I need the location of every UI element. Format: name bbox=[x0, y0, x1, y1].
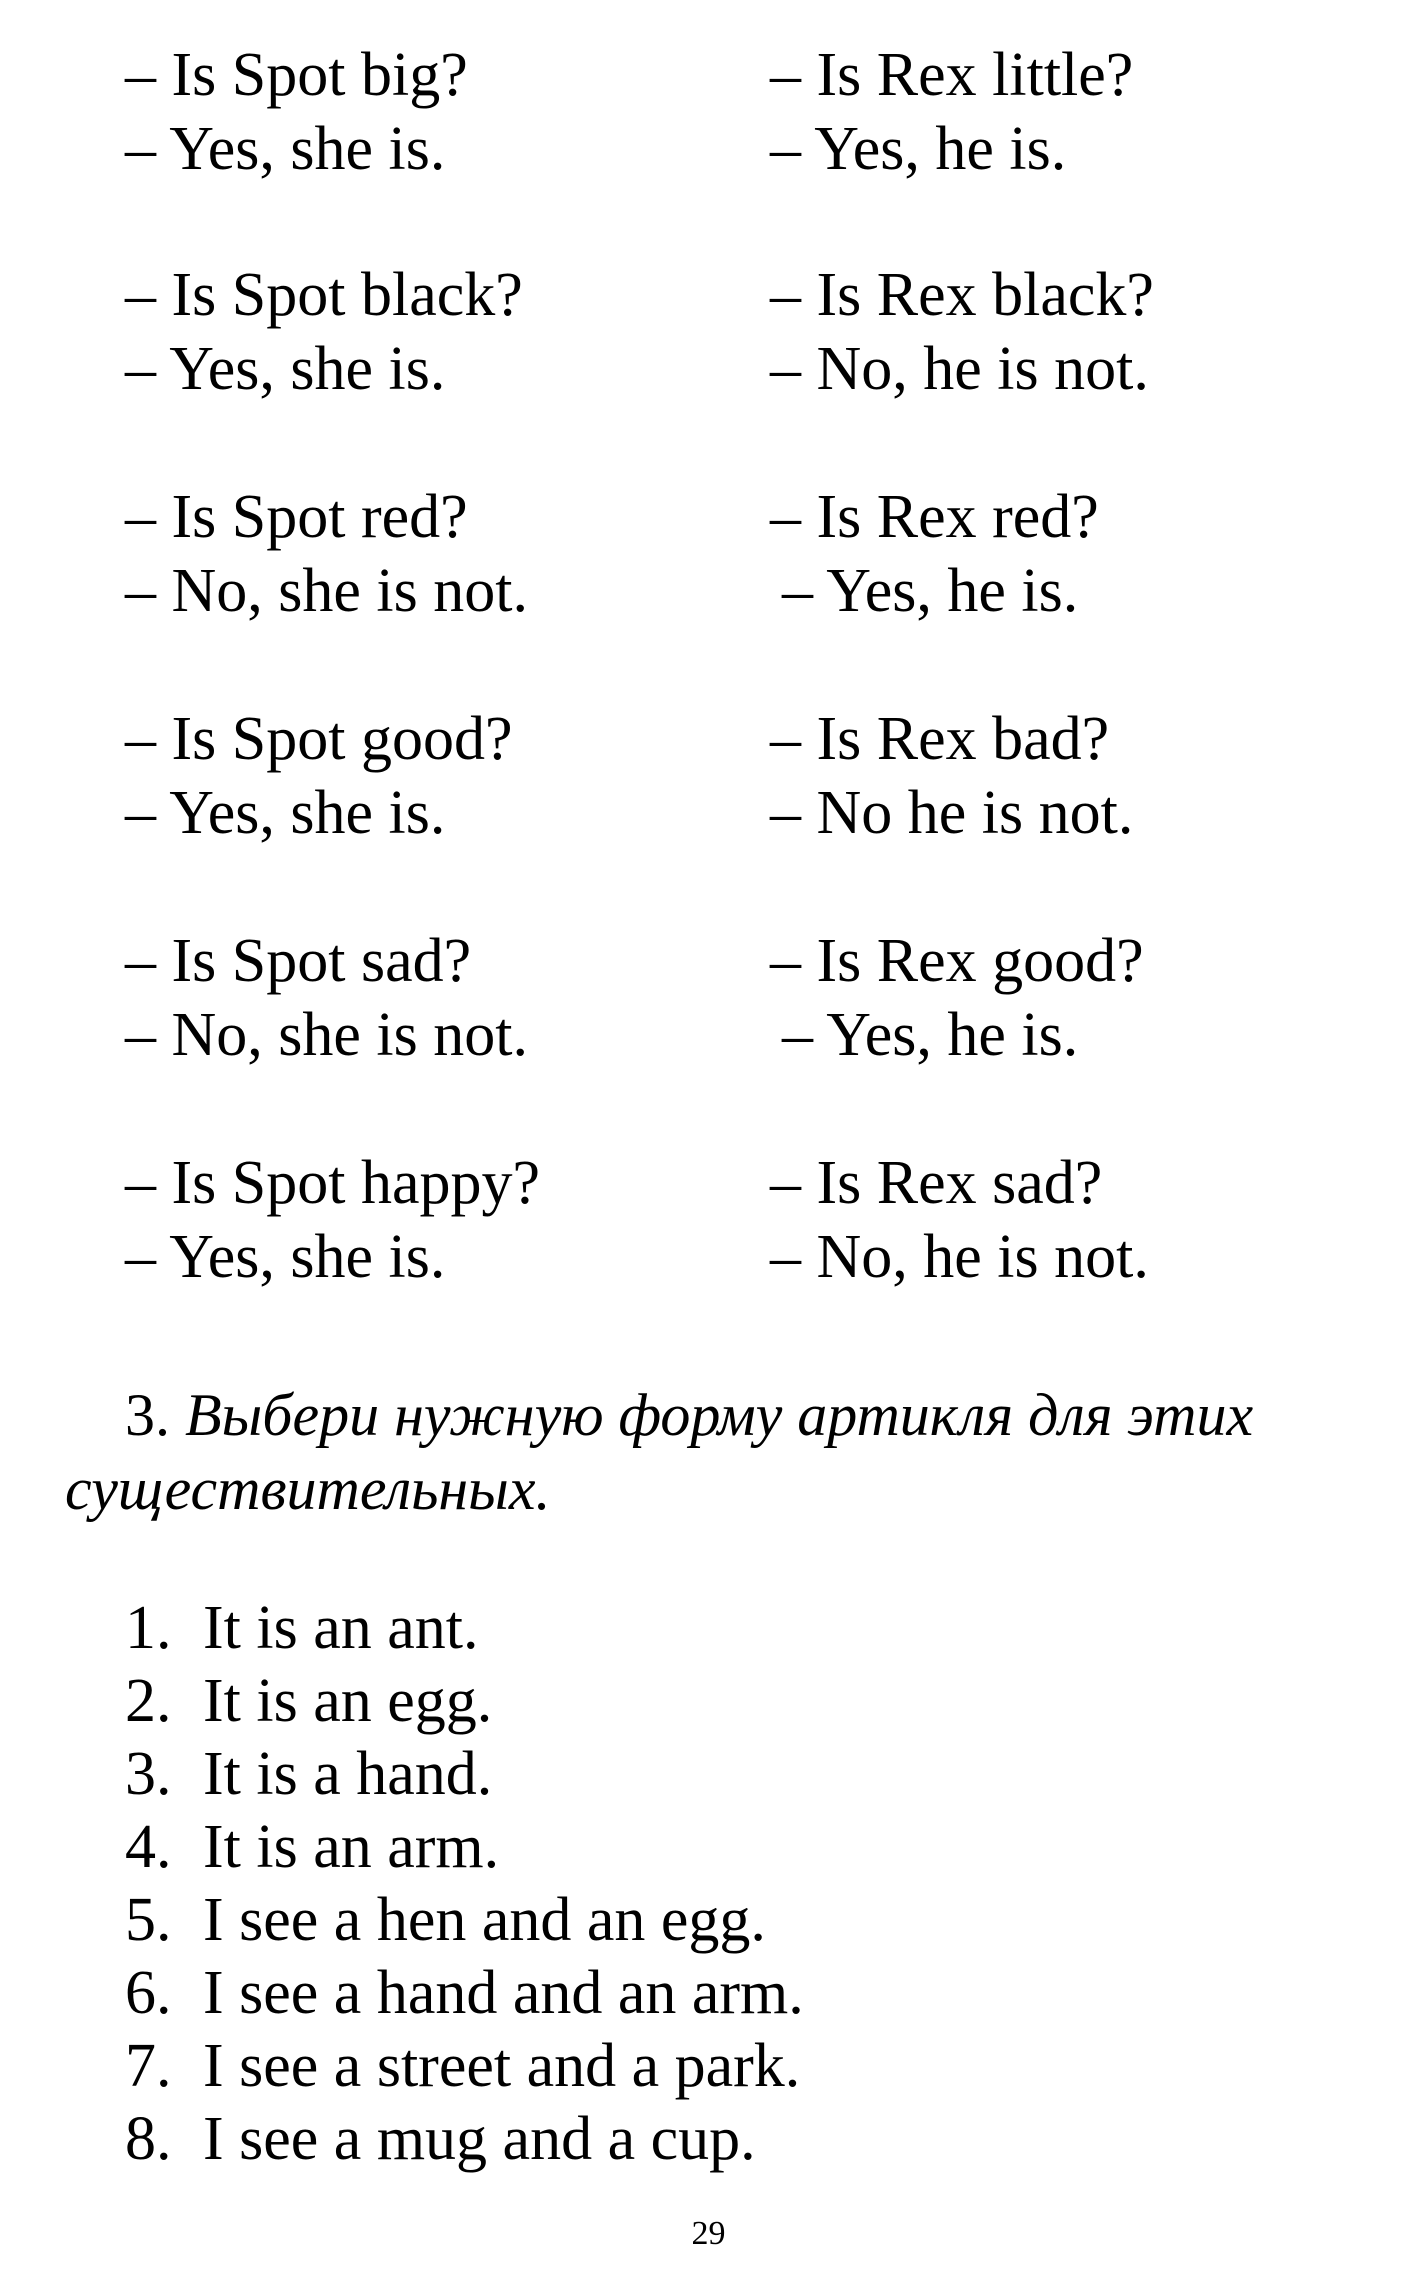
item-text: I see a street and a park. bbox=[203, 2032, 801, 2100]
item-number: 4. bbox=[125, 1813, 172, 1881]
dialog-answer-left: – No, she is not. bbox=[125, 557, 528, 625]
dialog-pair-6 bbox=[125, 1146, 1375, 1294]
dialog-answer-right: – Yes, he is. bbox=[782, 557, 1079, 625]
dialog-question-right: – Is Rex bad? bbox=[770, 705, 1110, 773]
dialog-answer-left: – Yes, she is. bbox=[125, 335, 446, 403]
dialog-question-left: – Is Spot happy? bbox=[125, 1149, 541, 1217]
list-item bbox=[125, 1884, 1325, 1957]
dialog-pair-4 bbox=[125, 702, 1375, 850]
dialog-question-left: – Is Spot red? bbox=[125, 483, 468, 551]
list-item bbox=[125, 1738, 1325, 1811]
item-text: It is a hand. bbox=[203, 1740, 493, 1808]
task-heading bbox=[65, 1378, 1385, 1526]
item-text: It is an arm. bbox=[203, 1813, 500, 1881]
item-text: I see a hand and an arm. bbox=[203, 1959, 804, 2027]
list-item bbox=[125, 1665, 1325, 1738]
list-item bbox=[125, 1811, 1325, 1884]
dialog-question-right: – Is Rex black? bbox=[770, 261, 1154, 329]
list-item bbox=[125, 1957, 1325, 2030]
dialog-pair-5 bbox=[125, 924, 1375, 1072]
list-item bbox=[125, 1592, 1325, 1665]
task-number: 3. bbox=[125, 1382, 170, 1448]
dialog-question-right: – Is Rex sad? bbox=[770, 1149, 1103, 1217]
dialog-answer-right: – No, he is not. bbox=[770, 335, 1149, 403]
dialog-question-left: – Is Spot black? bbox=[125, 261, 523, 329]
item-number: 6. bbox=[125, 1959, 172, 2027]
dialog-answer-right: – No, he is not. bbox=[770, 1223, 1149, 1291]
item-text: I see a hen and an egg. bbox=[203, 1886, 766, 1954]
dialog-question-left: – Is Spot big? bbox=[125, 41, 468, 109]
item-number: 3. bbox=[125, 1740, 172, 1808]
item-number: 7. bbox=[125, 2032, 172, 2100]
dialog-answer-left: – Yes, she is. bbox=[125, 779, 446, 847]
task-instruction-line2: существительных. bbox=[65, 1456, 551, 1522]
dialog-question-right: – Is Rex red? bbox=[770, 483, 1099, 551]
dialog-question-left: – Is Spot sad? bbox=[125, 927, 472, 995]
page-number: 29 bbox=[691, 2215, 726, 2252]
dialog-pair-2 bbox=[125, 258, 1375, 406]
dialog-pair-1 bbox=[125, 38, 1375, 186]
dialog-answer-right: – Yes, he is. bbox=[782, 1001, 1079, 1069]
dialog-answer-left: – Yes, she is. bbox=[125, 115, 446, 183]
list-item bbox=[125, 2103, 1325, 2176]
dialog-answer-right: – No he is not. bbox=[770, 779, 1134, 847]
dialog-question-right: – Is Rex good? bbox=[770, 927, 1144, 995]
dialog-answer-left: – No, she is not. bbox=[125, 1001, 528, 1069]
dialog-answer-left: – Yes, she is. bbox=[125, 1223, 446, 1291]
dialog-question-left: – Is Spot good? bbox=[125, 705, 513, 773]
item-number: 2. bbox=[125, 1667, 172, 1735]
item-number: 8. bbox=[125, 2105, 172, 2173]
item-text: It is an ant. bbox=[203, 1594, 479, 1662]
list-item bbox=[125, 2030, 1325, 2103]
item-number: 1. bbox=[125, 1594, 172, 1662]
item-number: 5. bbox=[125, 1886, 172, 1954]
task-instruction-line1: Выбери нужную форму артикля для этих bbox=[185, 1382, 1254, 1448]
dialog-answer-right: – Yes, he is. bbox=[770, 115, 1067, 183]
item-text: It is an egg. bbox=[203, 1667, 493, 1735]
item-text: I see a mug and a cup. bbox=[203, 2105, 756, 2173]
sentence-list bbox=[125, 1592, 1325, 2176]
dialog-question-right: – Is Rex little? bbox=[770, 41, 1134, 109]
dialog-pair-3 bbox=[125, 480, 1375, 628]
